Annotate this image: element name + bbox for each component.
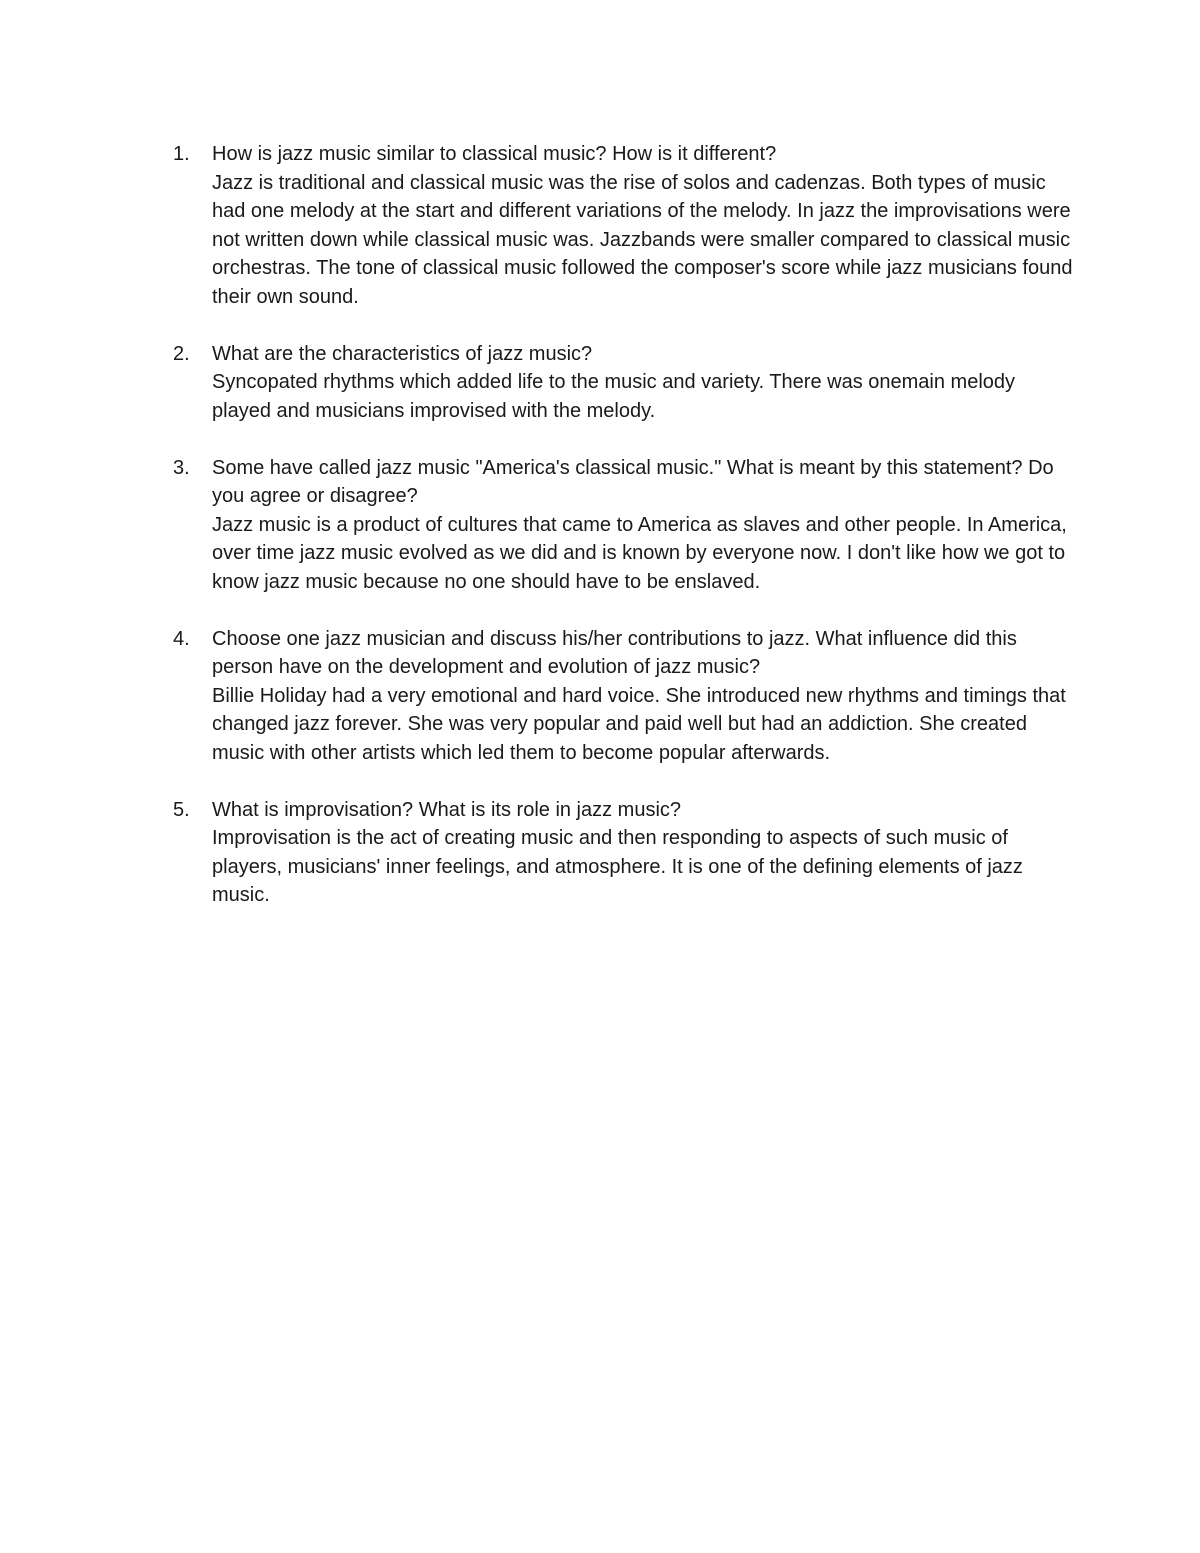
- question-number: 5.: [173, 798, 190, 821]
- question-item-1: [173, 140, 1073, 311]
- answer-text: Jazz music is a product of cultures that came to America as slaves and other people. In America, over time jazz music evolved as we did and is known by everyone now. I don't like how we got to know jazz music because no one should have to be enslaved.: [212, 513, 1067, 593]
- question-text: What is improvisation? What is its role in jazz music?: [212, 798, 682, 821]
- question-number: 1.: [173, 143, 190, 165]
- question-list: [173, 140, 1073, 938]
- question-text: What are the characteristics of jazz music?: [212, 342, 593, 365]
- answer-text: Jazz is traditional and classical music was the rise of solos and cadenzas. Both types of music had one melody at the start and different variations of the melody. In jazz the improvisations were not written down while classical music was. Jazzbands were smaller compared to classical music orchestras. The tone of classical music followed the composer's score while jazz musicians found their own sound.: [212, 171, 1073, 308]
- question-number: 3.: [173, 456, 190, 479]
- question-number: 4.: [173, 627, 190, 650]
- question-item-3: [173, 454, 1073, 597]
- question-text: Some have called jazz music "America's classical music." What is meant by this statement? Do you agree or disagree?: [212, 456, 1054, 507]
- question-text: How is jazz music similar to classical music? How is it different?: [212, 143, 777, 165]
- answer-text: Billie Holiday had a very emotional and hard voice. She introduced new rhythms and timings that changed jazz forever. She was very popular and paid well but had an addiction. She created music with other artists which led them to become popular afterwards.: [212, 684, 1066, 764]
- question-item-4: [173, 625, 1073, 768]
- question-text: Choose one jazz musician and discuss his/her contributions to jazz. What influence did this person have on the development and evolution of jazz music?: [212, 627, 1017, 678]
- answer-text: Improvisation is the act of creating music and then responding to aspects of such music of players, musicians' inner feelings, and atmosphere. It is one of the defining elements of jazz music.: [212, 827, 1023, 906]
- question-item-5: [173, 796, 1073, 910]
- question-item-2: [173, 340, 1073, 426]
- answer-text: Syncopated rhythms which added life to the music and variety. There was onemain melody played and musicians improvised with the melody.: [212, 371, 1016, 422]
- question-number: 2.: [173, 342, 190, 365]
